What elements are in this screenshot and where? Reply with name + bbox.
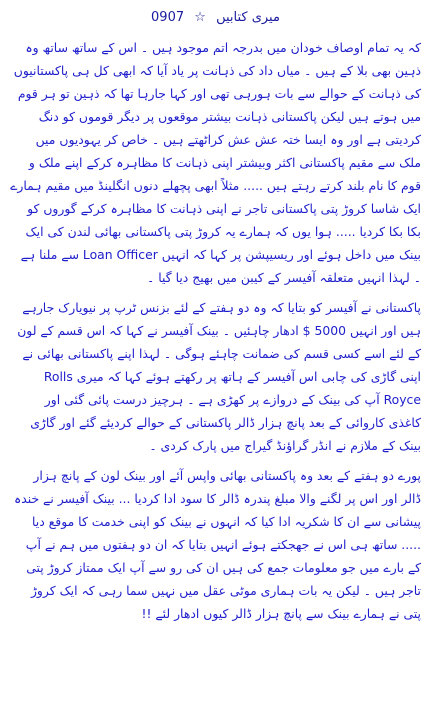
paragraph-text: آپ کی بینک کے دروازے پر کھڑی ہے ۔ ہرچیز درست پائی گئی اور کاغذی کاروائی کے بعد پانچ ہزار ڈالر پاکستانی کے حوالے کردیئے گئے اور گاڑی بینک کے ملازم نے انڈر گراؤنڈ گیراج میں پارک کردی ۔ — [30, 392, 421, 453]
paragraph-text: ادھار چاہئیں ۔ بینک آفیسر نے کہا کہ اس قسم کے لون کے لئے اسے کسی قسم کی ضمانت چاہئے ہوگی ۔ لہذا اپنے پاکستانی بھائی نے اپنی گاڑی کی چابی اس آفیسر کے ہاتھ پر رکھتے ہوئے کہا کہ میری — [17, 323, 421, 384]
latin-term: $ 5000 — [302, 323, 346, 338]
paragraph — [10, 464, 421, 625]
page-header — [10, 8, 421, 30]
paragraph — [10, 296, 421, 457]
paragraph-text: پاکستانی نے آفیسر کو بتایا کہ وہ دو ہفتے کے لئے بزنس ٹرپ پر نیویارک جارہے ہیں اور انہیں — [22, 300, 421, 338]
paragraph — [10, 36, 421, 289]
paragraph-text: کہ یہ تمام اوصاف خودان میں بدرجہ اتم موجود ہیں ۔ اس کے ساتھ ساتھ وہ ذہین بھی بلا کے ہیں ۔ میاں داد کی ذہانت پر یاد آیا کہ ابھی کل ہی پاکستانیوں کی ذہانت کے حوالے سے بات ہورہی تھی اور کہا جارہا تھا کہ ذہین تو ہر قوم میں ہوتے ہیں لیکن پاکستانی ذہانت بیشتر موقعوں پر دیگر قوموں کو دنگ کردیتی ہے اور وہ ایسا ختہ عش عش کراٹھتے ہیں ۔ خاص کر یہودیوں میں ملک سے مقیم پاکستانی اکثر وبیشتر اپنی ذہانت کا مظاہرہ کرکے اپنے ملک و قوم کا نام بلند کرتے رہتے ہیں ..... مثلاً ابھی پچھلے دنوں انگلینڈ میں مقیم ہمارے ایک شاسا کروڑ پتی پاکستانی تاجر نے اپنی ذہانت کا مظاہرہ کرکے گوروں کو بکا بکا کردیا ..... ہوا یوں کہ ہمارے یہ کروڑ پتی پاکستانی بھائی لندن کی ایک بینک میں داخل ہوئے اور ریسیپشن پر کہا کہ انہیں — [10, 40, 421, 262]
article-body — [10, 36, 421, 625]
latin-term: Rolls Royce — [43, 369, 421, 407]
page-code: 0907 — [151, 10, 185, 25]
paragraph-text: پورے دو ہفتے کے بعد وہ پاکستانی بھائی واپس آئے اور بینک لون کے پانچ ہزار ڈالر اور اس پر لگنے والا مبلغ پندرہ ڈالر کا سود ادا کردیا ... بینک آفیسر نے خندہ پیشانی سے ان کا شکریہ ادا کیا کہ انہوں نے بینک کو اپنی خدمت کا موقع دیا ..... ساتھ ہی اس نے جھجکتے ہوئے انہیں بتایا کہ ان دو ہفتوں میں ہم نے آپ کے بارے میں جو معلومات جمع کی ہیں ان کی رو سے آپ ایک ممتاز کروڑ پتی تاجر ہیں ۔ لیکن یہ بات ہماری موٹی عقل میں نہیں سما رہی کہ ایک کروڑ پتی نے ہمارے بینک سے پانچ ہزار ڈالر کیوں ادھار لئے !! — [13, 468, 421, 621]
star-icon: ☆ — [194, 10, 206, 25]
paragraph-text: سے ملنا ہے ۔ لہذا انہیں متعلقہ آفیسر کے کیبن میں بھیج دیا گیا ۔ — [20, 247, 421, 285]
latin-term: Loan Officer — [82, 247, 158, 262]
book-title: میری کتابیں — [216, 10, 280, 25]
